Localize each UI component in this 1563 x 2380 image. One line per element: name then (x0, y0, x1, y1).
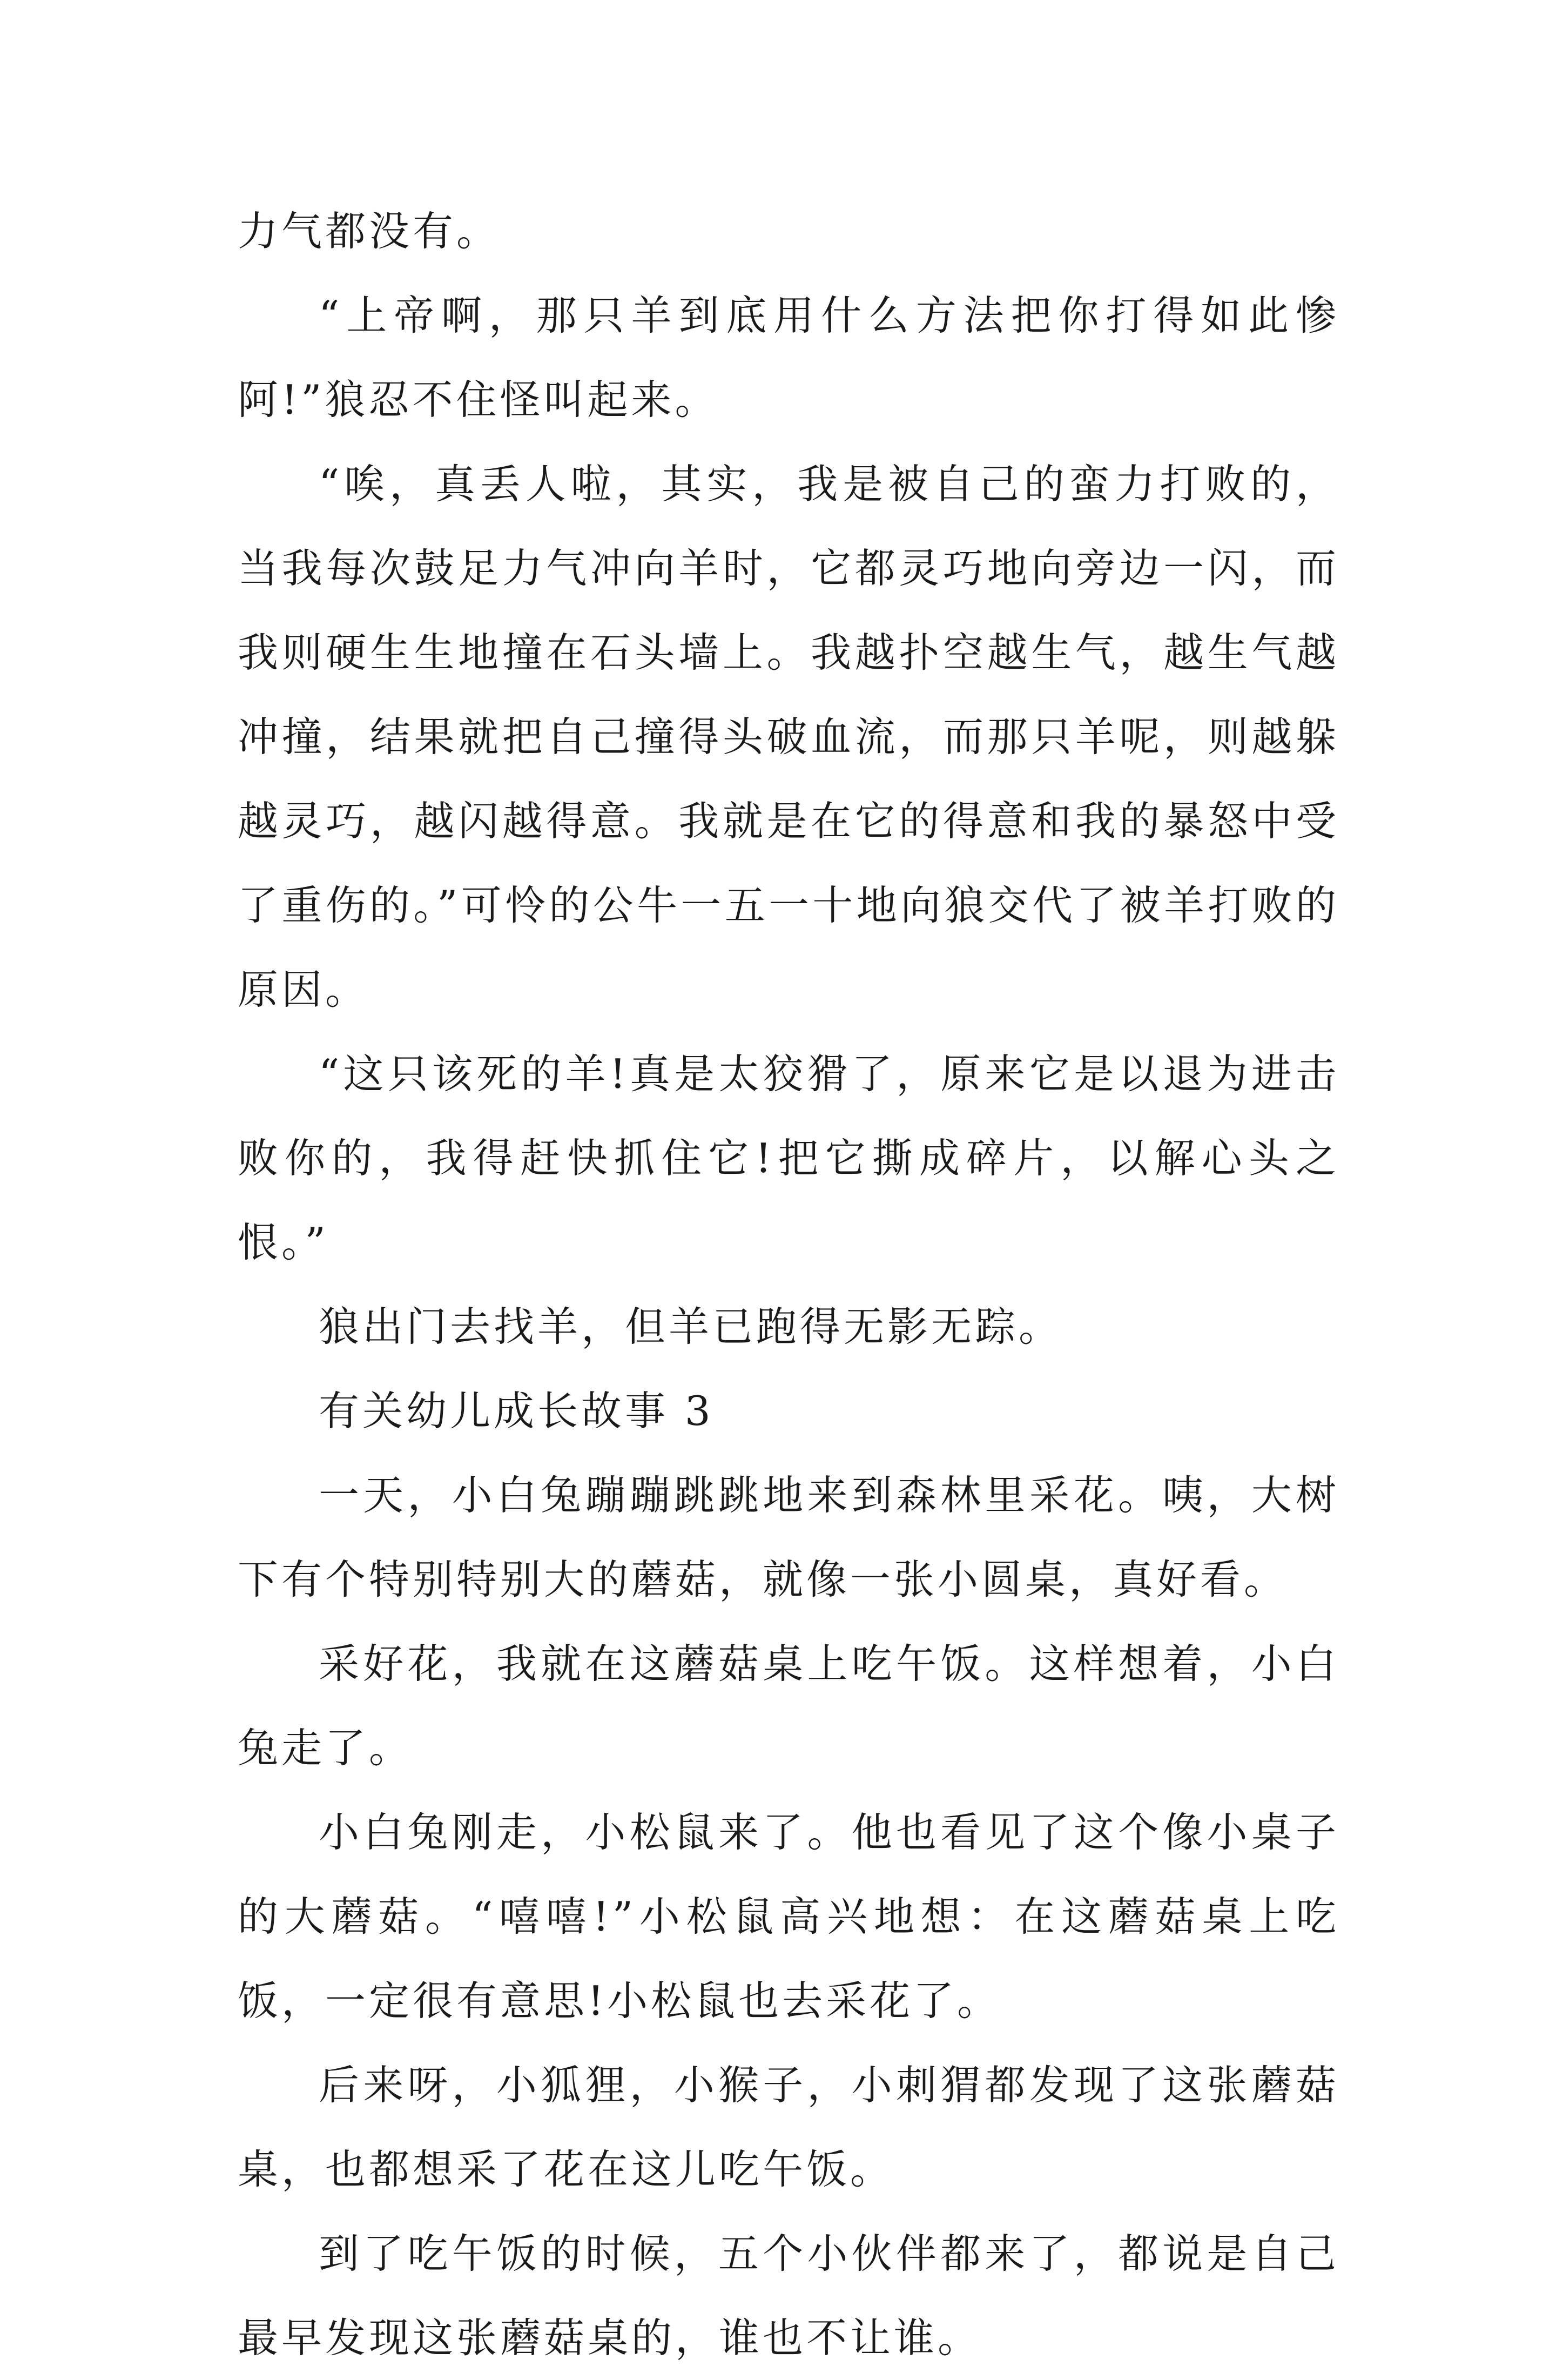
paragraph: 采好花，我就在这蘑菇桌上吃午饭。这样想着，小白兔走了。 (238, 1640, 1339, 1772)
paragraph: “这只该死的羊!真是太狡猾了，原来它是以退为进击败你的，我得赶快抓住它!把它撕成碎片，以解心头之恨。” (238, 1050, 1339, 1266)
paragraph: 一天，小白兔蹦蹦跳跳地来到森林里采花。咦，大树下有个特别特别大的蘑菇，就像一张小圆桌，真好看。 (238, 1471, 1339, 1603)
paragraph: 到了吃午饭的时候，五个小伙伴都来了，都说是自己最早发现这张蘑菇桌的，谁也不让谁。 (238, 2230, 1339, 2362)
paragraph: 小白兔刚走，小松鼠来了。他也看见了这个像小桌子的大蘑菇。“嘻嘻!”小松鼠高兴地想：在这蘑菇桌上吃饭，一定很有意思!小松鼠也去采花了。 (238, 1808, 1339, 2025)
paragraph: 后来呀，小狐狸，小猴子，小刺猬都发现了这张蘑菇桌，也都想采了花在这儿吃午饭。 (238, 2061, 1339, 2193)
section-heading: 有关幼儿成长故事 3 (319, 1387, 714, 1435)
document-body (238, 189, 1339, 2380)
paragraph: 狼出门去找羊，但羊已跑得无影无踪。 (319, 1303, 1063, 1350)
paragraph: “唉，真丢人啦，其实，我是被自己的蛮力打败的，当我每次鼓足力气冲向羊时，它都灵巧地向旁边一闪，而我则硬生生地撞在石头墙上。我越扑空越生气，越生气越冲撞，结果就把自己撞得头破血流，而那只羊呢，则越躲越灵巧，越闪越得意。我就是在它的得意和我的暴怒中受了重伤的。”可怜的公牛一五一十地向狼交代了被羊打败的原因。 (238, 460, 1339, 1013)
paragraph: “上帝啊，那只羊到底用什么方法把你打得如此惨阿!”狼忍不住怪叫起来。 (238, 292, 1339, 423)
paragraph-continuation: 力气都没有。 (238, 207, 501, 255)
